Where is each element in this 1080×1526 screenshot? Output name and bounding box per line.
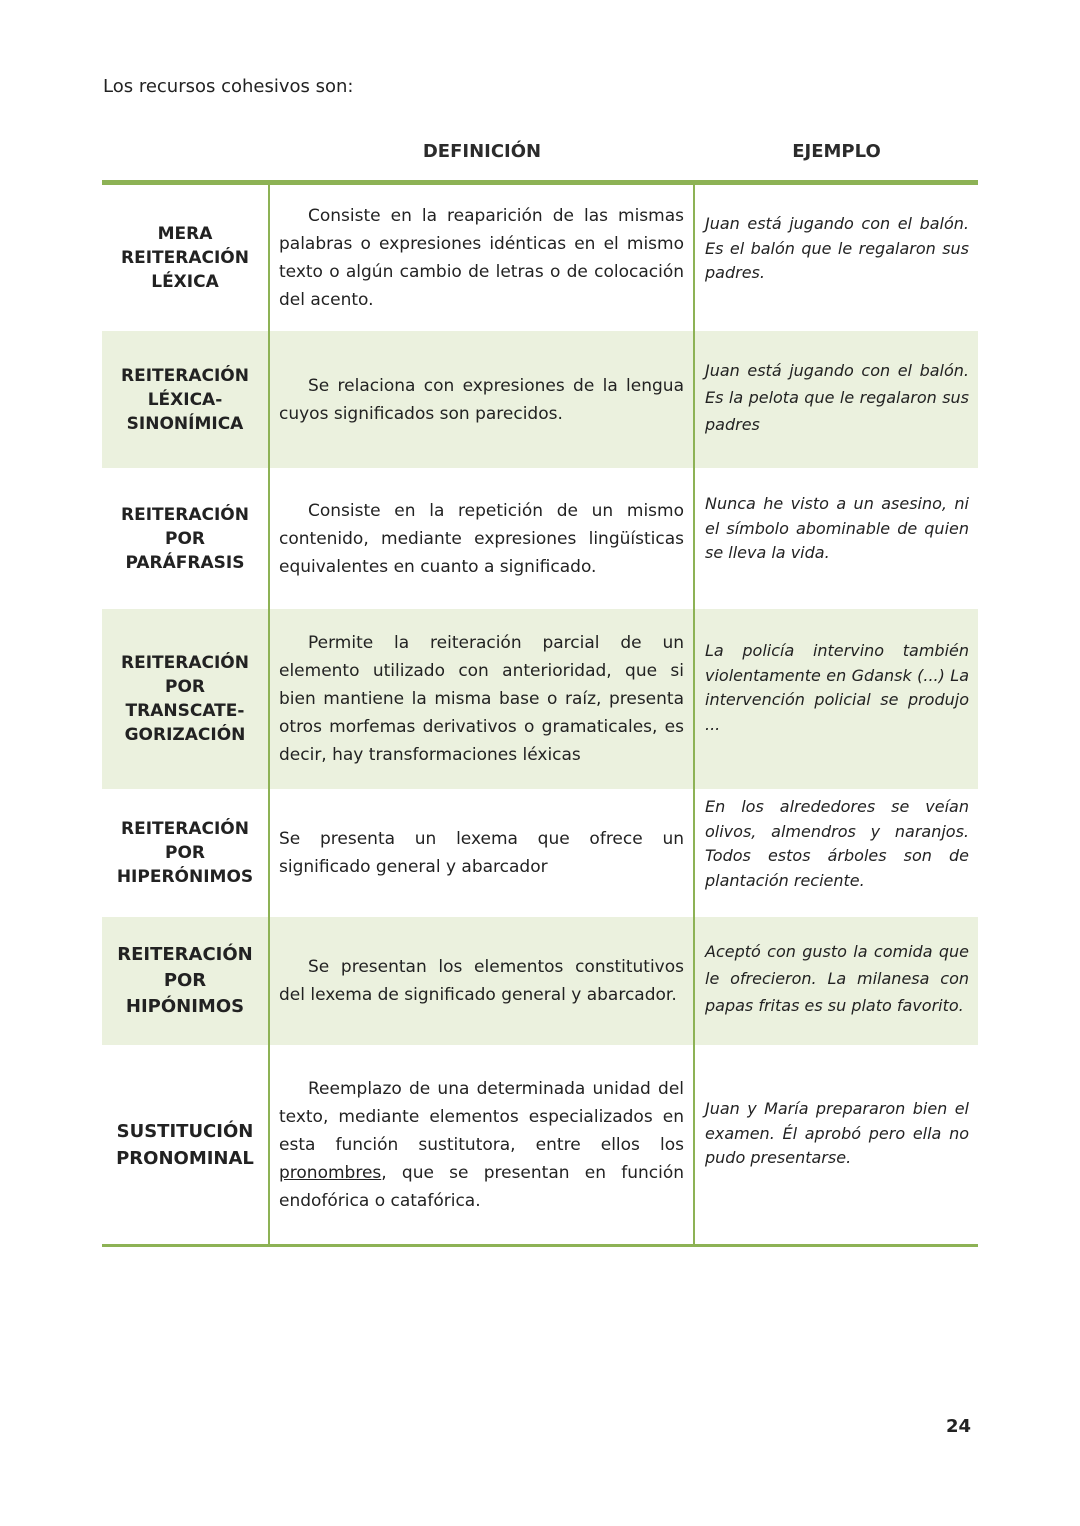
definition-text: Se presentan los elementos constitutivos del lexema de significado general y abarcador.: [279, 957, 684, 1005]
definition-text: Consiste en la reaparición de las mismas palabras o expresiones idénticas en el mismo texto o algún cambio de letras o de colocación del acento.: [279, 206, 684, 310]
definition-cell: [270, 1045, 695, 1244]
definition-cell: [270, 468, 695, 609]
intro-text: Los recursos cohesivos son:: [103, 76, 354, 97]
definition-cell: [270, 917, 695, 1045]
term-cell: [102, 185, 270, 331]
table-row: [102, 1045, 978, 1244]
example-text: Juan y María prepararon bien el examen. Él aprobó pero ella no pudo presentarse.: [705, 1099, 969, 1167]
page-number: 24: [946, 1416, 972, 1437]
table-row: [102, 185, 978, 331]
definition-text-start: Reemplazo de una determinada unidad del texto, mediante elementos especializados en esta función sustitutora, entre ellos los: [279, 1078, 684, 1155]
term-cell: [102, 609, 270, 789]
term-label: REITERACIÓN POR PARÁFRASIS: [121, 504, 249, 573]
header-definition: DEFINICIÓN: [422, 141, 542, 162]
example-cell: [695, 331, 978, 468]
definition-text: Se relaciona con expresiones de la lengua cuyos significados son parecidos.: [279, 375, 684, 424]
term-label: SUSTITUCIÓN PRONOMINAL: [116, 1120, 254, 1169]
example-text: La policía intervino también violentamente en Gdansk (...) La intervención policial se produjo ...: [705, 641, 969, 734]
term-cell: [102, 917, 270, 1045]
term-label: REITERACIÓN LÉXICA- SINONÍMICA: [121, 365, 249, 434]
term-label: MERA REITERACIÓN LÉXICA: [121, 224, 249, 292]
table-row: [102, 789, 978, 917]
term-cell: [102, 789, 270, 917]
definition-text-end: , que se presentan en función endofórica o catafórica.: [279, 1162, 684, 1211]
definition-cell: [270, 789, 695, 917]
definition-underlined-word: pronombres: [279, 1162, 382, 1183]
term-cell: [102, 468, 270, 609]
definition-cell: [270, 185, 695, 331]
table-header: [102, 141, 978, 171]
example-cell: [695, 468, 978, 609]
definition-text: [279, 1075, 684, 1215]
example-cell: [695, 185, 978, 331]
table-row: [102, 468, 978, 609]
definition-cell: [270, 331, 695, 468]
example-cell: [695, 609, 978, 789]
term-label: REITERACIÓN POR HIPÓNIMOS: [117, 944, 253, 1017]
table-row: [102, 917, 978, 1045]
term-cell: [102, 1045, 270, 1244]
term-cell: [102, 331, 270, 468]
cohesive-resources-table: [102, 180, 978, 1247]
example-text: En los alrededores se veían olivos, almendros y naranjos. Todos estos árboles son de plantación reciente.: [705, 797, 969, 890]
table-row: [102, 331, 978, 468]
example-cell: [695, 1045, 978, 1244]
definition-cell: [270, 609, 695, 789]
header-example: EJEMPLO: [792, 141, 881, 162]
example-text: Juan está jugando con el balón. Es la pelota que le regalaron sus padres: [705, 361, 969, 434]
definition-text: Consiste en la repetición de un mismo contenido, mediante expresiones lingüísticas equivalentes en cuanto a significado.: [279, 500, 684, 577]
example-text: Nunca he visto a un asesino, ni el símbolo abominable de quien se lleva la vida.: [705, 494, 969, 562]
example-cell: [695, 789, 978, 917]
example-text: Aceptó con gusto la comida que le ofrecieron. La milanesa con papas fritas es su plato favorito.: [705, 942, 969, 1015]
term-label: REITERACIÓN POR TRANSCATE- GORIZACIÓN: [121, 653, 249, 745]
definition-text: Se presenta un lexema que ofrece un significado general y abarcador: [279, 829, 684, 877]
term-label: REITERACIÓN POR HIPERÓNIMOS: [116, 819, 254, 887]
definition-text: Permite la reiteración parcial de un elemento utilizado con anterioridad, que si bien mantiene la misma base o raíz, presenta otros morfemas derivativos o gramaticales, es decir, hay transformaciones léxicas: [279, 633, 684, 765]
example-cell: [695, 917, 978, 1045]
table-row: [102, 609, 978, 789]
example-text: Juan está jugando con el balón. Es el balón que le regalaron sus padres.: [705, 214, 969, 282]
